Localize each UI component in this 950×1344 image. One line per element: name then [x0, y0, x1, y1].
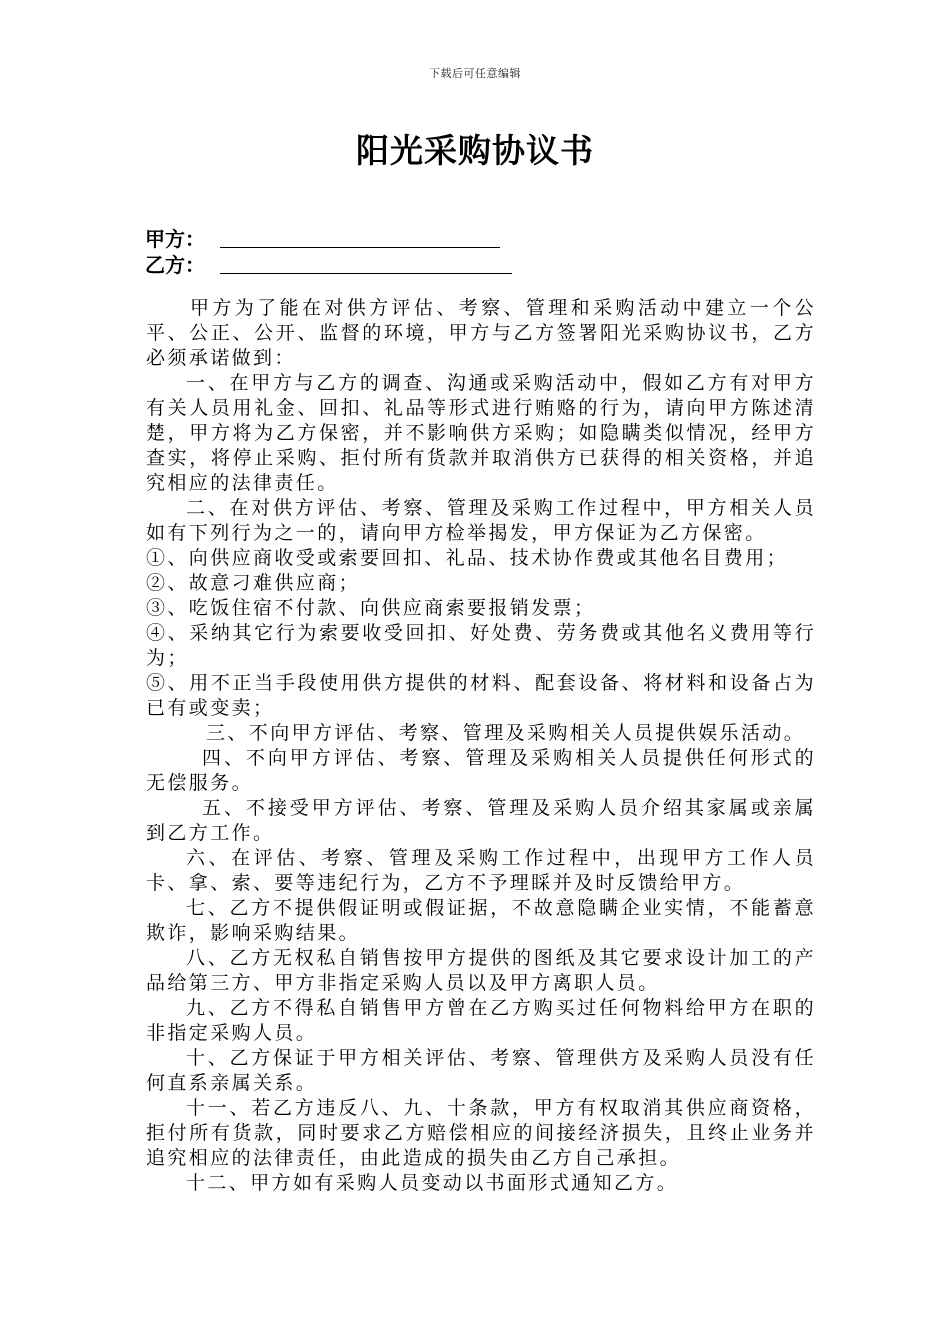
clause-1: 一、在甲方与乙方的调查、沟通或采购活动中，假如乙方有对甲方有关人员用礼金、回扣、礼品等形式进行贿赂的行为，请向甲方陈述清楚，甲方将为乙方保密，并不影响供方采购；如隐瞒类似情况，经甲方查实，将停止采购、拒付所有货款并取消供方已获得的相关资格，并追究相应的法律责任。 [146, 372, 816, 494]
intro-paragraph: 甲方为了能在对供方评估、考察、管理和采购活动中建立一个公平、公正、公开、监督的环境，甲方与乙方签署阳光采购协议书，乙方必须承诺做到： [146, 297, 816, 369]
party-a-blank-line [220, 229, 500, 248]
clause-3: 三、不向甲方评估、考察、管理及采购相关人员提供娱乐活动。 [206, 722, 806, 744]
list-item-4: ④、采纳其它行为索要收受回扣、好处费、劳务费或其他名义费用等行为； [146, 622, 816, 669]
clause-7: 七、乙方不提供假证明或假证据，不故意隐瞒企业实情，不能蓄意欺诈，影响采购结果。 [146, 897, 816, 944]
party-block [145, 225, 565, 277]
party-b-row [145, 251, 565, 277]
party-a-row [145, 225, 565, 251]
clause-5: 五、不接受甲方评估、考察、管理及采购人员介绍其家属或亲属到乙方工作。 [146, 797, 816, 844]
list-item-1: ①、向供应商收受或索要回扣、礼品、技术协作费或其他名目费用； [146, 547, 789, 569]
clause-8: 八、乙方无权私自销售按甲方提供的图纸及其它要求设计加工的产品给第三方、甲方非指定采购人员以及甲方离职人员。 [146, 947, 816, 994]
list-item-3: ③、吃饭住宿不付款、向供应商索要报销发票； [146, 597, 596, 619]
list-item-5: ⑤、用不正当手段使用供方提供的材料、配套设备、将材料和设备占为已有或变卖； [146, 672, 816, 719]
party-a-label: 甲方： [145, 227, 205, 251]
agreement-body [146, 296, 816, 1196]
clause-12: 十二、甲方如有采购人员变动以书面形式通知乙方。 [186, 1172, 679, 1194]
clause-4: 四、不向甲方评估、考察、管理及采购相关人员提供任何形式的无偿服务。 [146, 747, 816, 794]
clause-11: 十一、若乙方违反八、九、十条款，甲方有权取消其供应商资格，拒付所有货款，同时要求乙方赔偿相应的间接经济损失，且终止业务并追究相应的法律责任，由此造成的损失由乙方自己承担。 [146, 1097, 816, 1169]
clause-9: 九、乙方不得私自销售甲方曾在乙方购买过任何物料给甲方在职的非指定采购人员。 [146, 997, 816, 1044]
list-item-2: ②、故意刁难供应商； [146, 572, 361, 594]
party-b-label: 乙方： [145, 253, 205, 277]
document-title: 阳光采购协议书 [356, 131, 594, 170]
clause-10: 十、乙方保证于甲方相关评估、考察、管理供方及采购人员没有任何直系亲属关系。 [146, 1047, 816, 1094]
header-note: 下载后可任意编辑 [429, 67, 521, 80]
clause-6: 六、在评估、考察、管理及采购工作过程中，出现甲方工作人员卡、拿、索、要等违纪行为，乙方不予理睬并及时反馈给甲方。 [146, 847, 816, 894]
clause-2: 二、在对供方评估、考察、管理及采购工作过程中，甲方相关人员如有下列行为之一的，请向甲方检举揭发，甲方保证为乙方保密。 [146, 497, 816, 544]
party-b-blank-line [220, 255, 512, 274]
